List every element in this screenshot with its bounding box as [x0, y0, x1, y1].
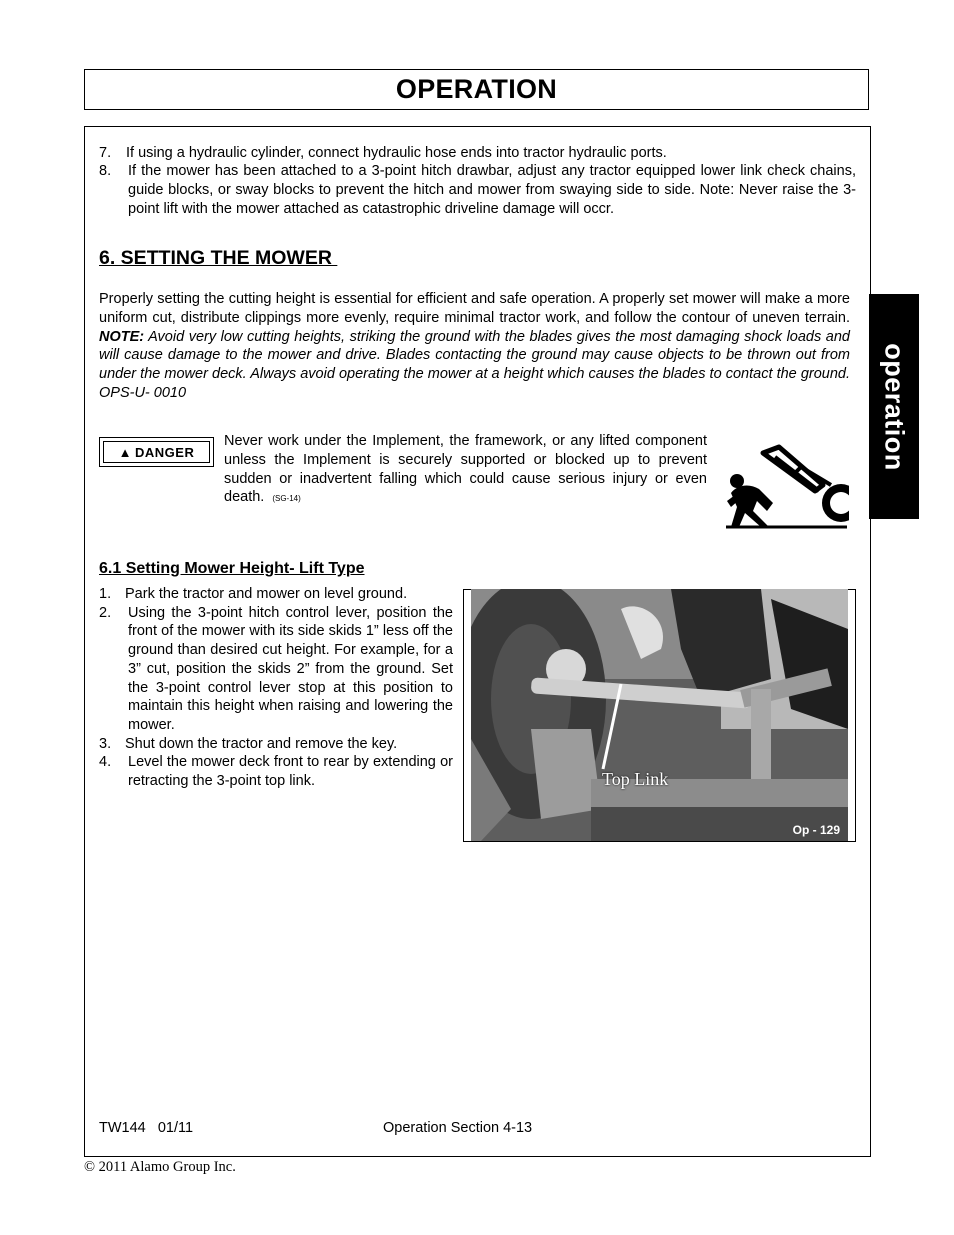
list-item: [99, 735, 453, 754]
footer-doc-code: TW144 01/11: [99, 1120, 194, 1136]
subsection-heading: 6.1 Setting Mower Height- Lift Type: [99, 560, 365, 577]
list-item: [99, 604, 453, 735]
page-title: OPERATION: [395, 74, 558, 104]
list-item: [99, 753, 453, 790]
warning-triangle-icon: ▲: [118, 444, 133, 460]
step-text: Level the mower deck front to rear by extending or retracting the 3-point top link.: [128, 754, 453, 790]
paragraph-text: Properly setting the cutting height is essential for efficient and safe operation. A properly set mower will make a more uniform cut, distribute clippings more evenly, require minimal tractor work, and follow the contour of uneven terrain.: [99, 291, 850, 326]
danger-text: Never work under the Implement, the framework, or any lifted component unless the Implement is securely supported or blocked up to prevent sudden or inadvertent falling which could cause serious injury or even death.: [224, 433, 707, 506]
crush-hazard-pictogram-icon: [723, 441, 849, 531]
step-text: Shut down the tractor and remove the key.: [125, 735, 398, 752]
side-tab-label: operation: [879, 342, 910, 471]
danger-ref: (SG-14): [272, 494, 301, 504]
danger-label: DANGER: [135, 444, 195, 460]
danger-badge: [99, 437, 214, 467]
section-heading: 6. SETTING THE MOWER: [99, 247, 338, 269]
step-number: 8.: [99, 163, 112, 179]
danger-message: [224, 432, 707, 509]
top-link-photo: [471, 589, 848, 841]
step-number: 7.: [99, 145, 112, 161]
list-item: [99, 162, 856, 219]
step-text: Park the tractor and mower on level ground.: [125, 586, 408, 602]
step-text: If using a hydraulic cylinder, connect hydraulic hose ends into tractor hydraulic ports.: [126, 145, 667, 161]
note-text: Avoid very low cutting heights, striking the ground with the blades gives the most damaging shock loads and will cause damage to the mower and drive. Blades contacting the ground may cause objects to be thrown out from under the mower deck. Always avoid operating the mower at a height which causes the blades to contact the ground. OPS-U- 0010: [99, 328, 850, 401]
footer-page-number: Operation Section 4-13: [383, 1120, 533, 1136]
photo-image: [471, 589, 848, 841]
note-label: NOTE:: [99, 328, 145, 345]
step-text: If the mower has been attached to a 3-point hitch drawbar, adjust any tractor equipped lower link check chains, guide blocks, or sway blocks to prevent the hitch and mower from swaying side to side. Note: Never raise the 3-point lift with the mower attached as catastrophic driveline damage will occr.: [128, 163, 856, 217]
list-item: [99, 144, 856, 163]
photo-callout-label: Top Link: [602, 769, 669, 789]
list-item: [99, 585, 453, 604]
page-header: [84, 69, 869, 110]
photo-id: Op - 129: [792, 823, 840, 837]
step-number: 2.: [99, 604, 112, 621]
section-side-tab: [869, 294, 919, 519]
step-number: 3.: [99, 735, 112, 752]
steps-list: [99, 585, 453, 791]
step-text: Using the 3-point hitch control lever, position the front of the mower with its side skids 1” less off the ground than desired cut height. For example, for a 3” cut, position the skids 2” from the ground. Set the 3-point control lever stop at this position to maintain this height when raising and lowering the mower.: [128, 604, 453, 733]
step-number: 4.: [99, 754, 112, 771]
step-number: 1.: [99, 586, 112, 602]
section-paragraph: [99, 290, 850, 403]
copyright-notice: © 2011 Alamo Group Inc.: [84, 1159, 236, 1175]
